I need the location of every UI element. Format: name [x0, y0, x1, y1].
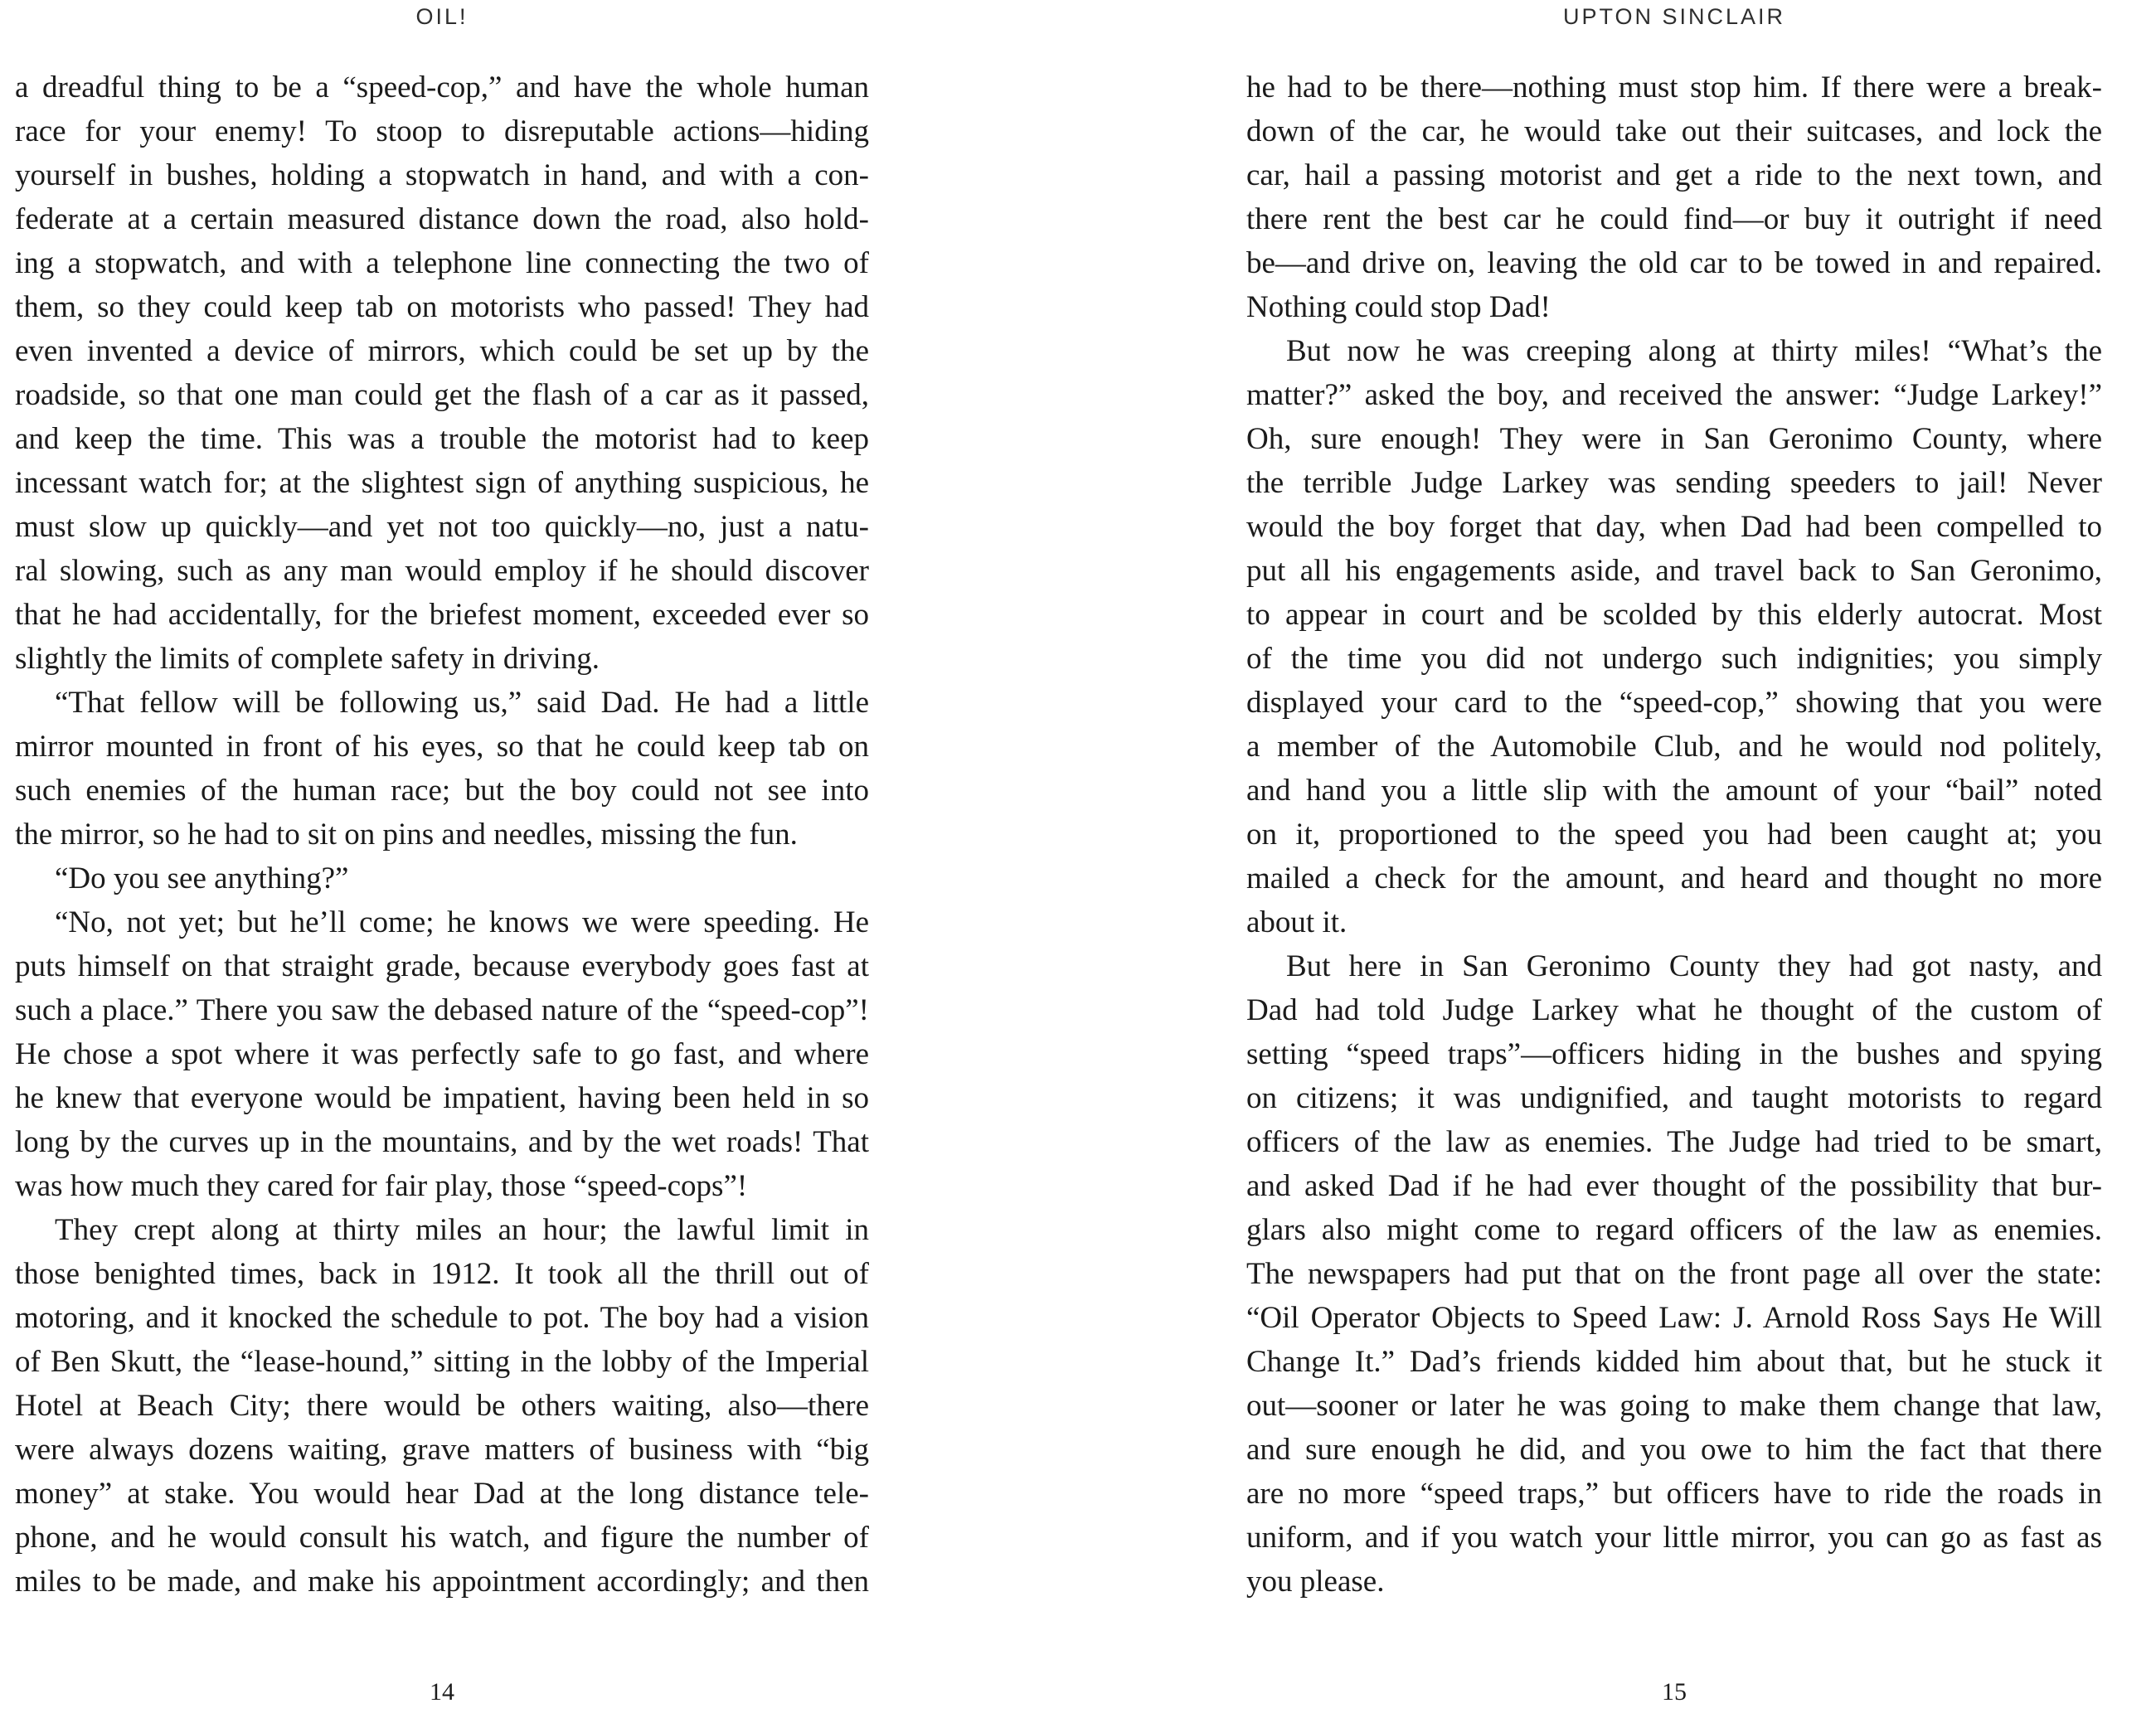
text-line: he knew that everyone would be impatient, having been held in so [15, 1081, 869, 1115]
page-right [1246, 0, 2102, 1713]
text-line: long by the curves up in the mountains, and by the wet roads! That [15, 1125, 869, 1159]
paragraph [15, 681, 869, 856]
text-line: ral slowing, such as any man would employ if he should discover [15, 554, 869, 588]
text-line: of Ben Skutt, the “lease-hound,” sitting in the lobby of the Imperial [15, 1345, 869, 1379]
text-line: But here in San Geronimo County they had got nasty, and [1286, 949, 2102, 983]
text-line: race for your enemy! To stoop to disreputable actions—hiding [15, 114, 869, 148]
text-line: that he had accidentally, for the briefest moment, exceeded ever so [15, 598, 869, 632]
page-left [15, 0, 869, 1713]
text-line: be—and drive on, leaving the old car to be towed in and repaired. [1246, 246, 2102, 280]
text-line: Dad had told Judge Larkey what he thought of the custom of [1246, 993, 2102, 1027]
text-line: “That fellow will be following us,” said Dad. He had a little [55, 686, 869, 720]
text-line: uniform, and if you watch your little mirror, you can go as fast as [1246, 1521, 2102, 1555]
page-number-left: 14 [430, 1678, 454, 1706]
text-line: and hand you a little slip with the amount of your “bail” noted [1246, 774, 2102, 808]
text-line: Oh, sure enough! They were in San Geronimo County, where [1246, 422, 2102, 456]
text-line: ing a stopwatch, and with a telephone line connecting the two of [15, 246, 869, 280]
text-line: and keep the time. This was a trouble the motorist had to keep [15, 422, 869, 456]
text-line: “No, not yet; but he’ll come; he knows we were speeding. He [55, 905, 869, 939]
text-line: those benighted times, back in 1912. It took all the thrill out of [15, 1257, 869, 1291]
text-line: “Do you see anything?” [55, 861, 349, 895]
text-line: mirror mounted in front of his eyes, so that he could keep tab on [15, 730, 869, 764]
text-line: to appear in court and be scolded by this elderly autocrat. Most [1246, 598, 2102, 632]
text-line: officers of the law as enemies. The Judge had tried to be smart, [1246, 1125, 2102, 1159]
page-body-left [15, 66, 869, 1604]
text-line: But now he was creeping along at thirty miles! “What’s the [1286, 334, 2102, 368]
text-line: Nothing could stop Dad! [1246, 290, 1551, 324]
text-line: federate at a certain measured distance down the road, also hold- [15, 202, 869, 236]
text-line: slightly the limits of complete safety in driving. [15, 642, 600, 676]
text-line: miles to be made, and make his appointment accordingly; and then [15, 1565, 869, 1599]
text-line: puts himself on that straight grade, because everybody goes fast at [15, 949, 869, 983]
text-line: glars also might come to regard officers of the law as enemies. [1246, 1213, 2102, 1247]
paragraph [1246, 944, 2102, 1604]
running-head-book-title: OIL! [415, 4, 469, 29]
text-line: the terrible Judge Larkey was sending speeders to jail! Never [1246, 466, 2102, 500]
text-line: money” at stake. You would hear Dad at the long distance tele- [15, 1477, 869, 1511]
page-number-right: 15 [1662, 1678, 1687, 1706]
text-line: and asked Dad if he had ever thought of the possibility that bur- [1246, 1169, 2102, 1203]
text-line: matter?” asked the boy, and received the answer: “Judge Larkey!” [1246, 378, 2102, 412]
text-line: are no more “speed traps,” but officers have to ride the roads in [1246, 1477, 2102, 1511]
page-body-right [1246, 66, 2102, 1604]
text-line: Change It.” Dad’s friends kidded him about that, but he stuck it [1246, 1345, 2102, 1379]
text-line: down of the car, he would take out their suitcases, and lock the [1246, 114, 2102, 148]
text-line: a member of the Automobile Club, and he would nod politely, [1246, 730, 2102, 764]
text-line: The newspapers had put that on the front page all over the state: [1246, 1257, 2102, 1291]
text-line: car, hail a passing motorist and get a ride to the next town, and [1246, 158, 2102, 192]
text-line: “Oil Operator Objects to Speed Law: J. Arnold Ross Says He Will [1246, 1301, 2102, 1335]
text-line: yourself in bushes, holding a stopwatch in hand, and with a con- [15, 158, 869, 192]
text-line: out—sooner or later he was going to make them change that law, [1246, 1389, 2102, 1423]
text-line: on citizens; it was undignified, and taught motorists to regard [1246, 1081, 2102, 1115]
text-line: put all his engagements aside, and travel back to San Geronimo, [1246, 554, 2102, 588]
text-line: such a place.” There you saw the debased nature of the “speed-cop”! [15, 993, 869, 1027]
running-head-author-name: UPTON SINCLAIR [1562, 4, 1786, 29]
text-line: on it, proportioned to the speed you had been caught at; you [1246, 818, 2102, 852]
text-line: the mirror, so he had to sit on pins and needles, missing the fun. [15, 818, 798, 852]
text-line: He chose a spot where it was perfectly safe to go fast, and where [15, 1037, 869, 1071]
paragraph [15, 900, 869, 1208]
text-line: such enemies of the human race; but the boy could not see into [15, 774, 869, 808]
text-line: roadside, so that one man could get the flash of a car as it passed, [15, 378, 869, 412]
text-line: mailed a check for the amount, and heard and thought no more [1246, 861, 2102, 895]
text-line: Hotel at Beach City; there would be others waiting, also—there [15, 1389, 869, 1423]
paragraph [1246, 329, 2102, 944]
text-line: of the time you did not undergo such indignities; you simply [1246, 642, 2102, 676]
text-line: there rent the best car he could find—or buy it outright if need [1246, 202, 2102, 236]
text-line: was how much they cared for fair play, those “speed-cops”! [15, 1169, 748, 1203]
text-line: motoring, and it knocked the schedule to pot. The boy had a vision [15, 1301, 869, 1335]
text-line: incessant watch for; at the slightest sign of anything suspicious, he [15, 466, 869, 500]
text-line: phone, and he would consult his watch, and figure the number of [15, 1521, 869, 1555]
text-line: you please. [1246, 1565, 1385, 1599]
text-line: displayed your card to the “speed-cop,” showing that you were [1246, 686, 2102, 720]
text-line: were always dozens waiting, grave matters of business with “big [15, 1433, 869, 1467]
paragraph [15, 856, 869, 900]
text-line: them, so they could keep tab on motorists who passed! They had [15, 290, 869, 324]
text-line: a dreadful thing to be a “speed-cop,” and have the whole human [15, 70, 869, 104]
text-line: would the boy forget that day, when Dad had been compelled to [1246, 510, 2102, 544]
text-line: even invented a device of mirrors, which could be set up by the [15, 334, 869, 368]
paragraph [1246, 66, 2102, 329]
text-line: They crept along at thirty miles an hour; the lawful limit in [55, 1213, 869, 1247]
paragraph [15, 66, 869, 681]
text-line: must slow up quickly—and yet not too quickly—no, just a natu- [15, 510, 869, 544]
text-line: setting “speed traps”—officers hiding in the bushes and spying [1246, 1037, 2102, 1071]
text-line: and sure enough he did, and you owe to him the fact that there [1246, 1433, 2102, 1467]
paragraph [15, 1208, 869, 1604]
text-line: about it. [1246, 905, 1348, 939]
text-line: he had to be there—nothing must stop him. If there were a break- [1246, 70, 2102, 104]
